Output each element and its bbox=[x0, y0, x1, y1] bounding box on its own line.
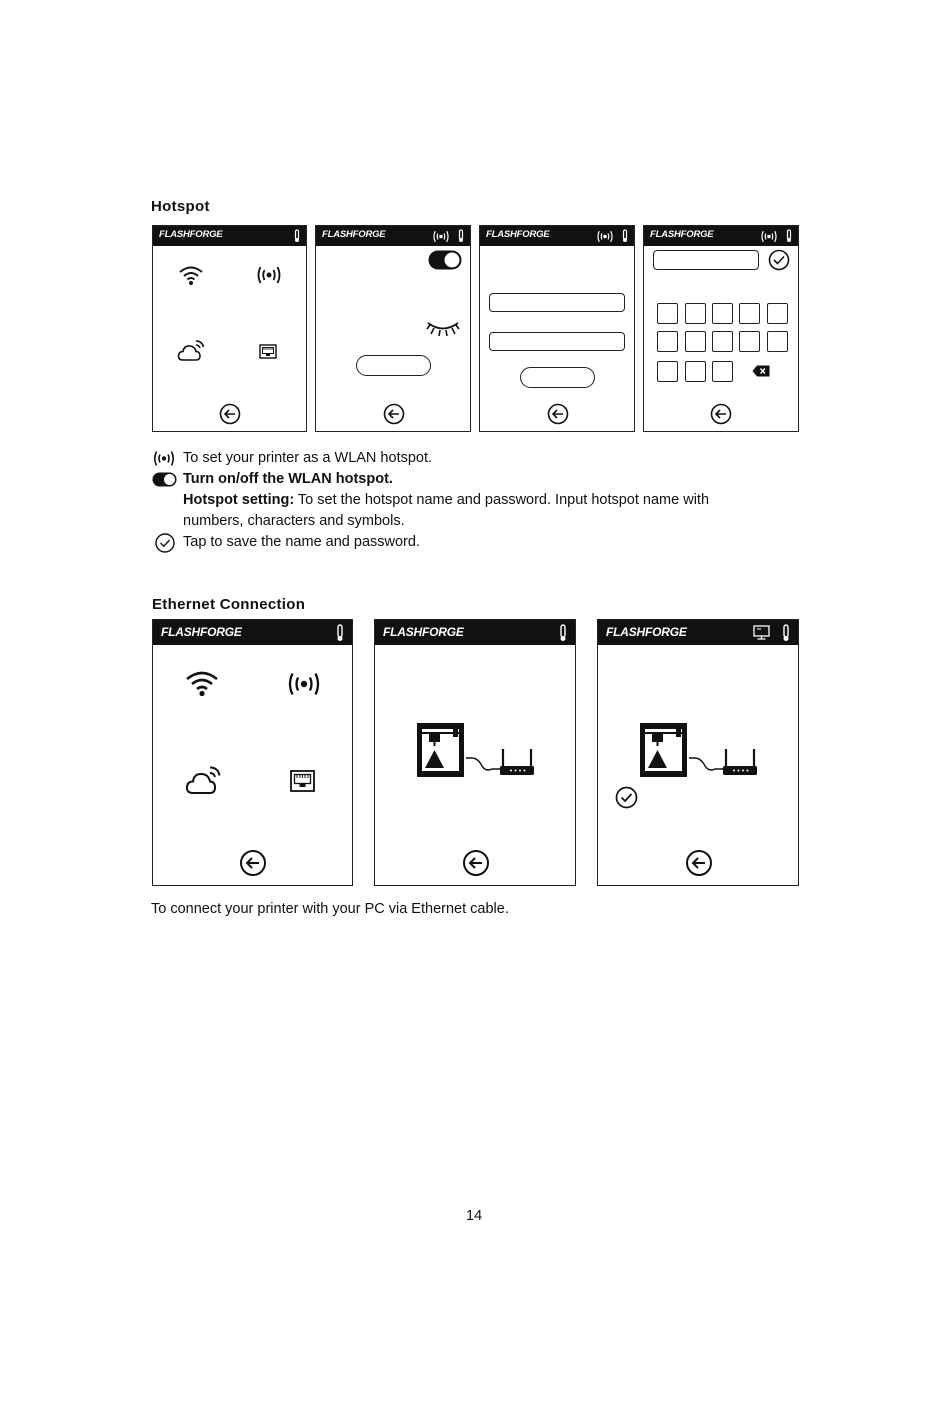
flashforge-logo: FLASHFORGE bbox=[650, 229, 714, 240]
hotspot-password-field[interactable] bbox=[489, 332, 625, 351]
back-arrow-icon[interactable] bbox=[462, 849, 490, 877]
status-bar bbox=[316, 226, 470, 246]
eye-closed-icon[interactable] bbox=[426, 319, 460, 337]
keyboard-key[interactable] bbox=[712, 331, 733, 352]
thermometer-icon bbox=[621, 229, 629, 243]
hotspot-screen-menu bbox=[152, 225, 307, 432]
hotspot-status-icon bbox=[596, 230, 614, 243]
status-bar bbox=[598, 620, 798, 645]
ethernet-icon[interactable] bbox=[259, 344, 277, 359]
printer-router-illustration bbox=[416, 722, 536, 778]
confirm-button[interactable] bbox=[520, 367, 595, 388]
hotspot-status-icon bbox=[432, 230, 450, 243]
keyboard-key[interactable] bbox=[712, 303, 733, 324]
back-arrow-icon[interactable] bbox=[383, 403, 405, 425]
thermometer-icon bbox=[457, 229, 465, 243]
back-arrow-icon[interactable] bbox=[547, 403, 569, 425]
keyboard-key[interactable] bbox=[739, 331, 760, 352]
keyboard-key[interactable] bbox=[767, 303, 788, 324]
toggle-description: Turn on/off the WLAN hotspot. bbox=[183, 471, 393, 487]
backspace-icon[interactable] bbox=[752, 365, 770, 377]
keyboard-input-field[interactable] bbox=[653, 250, 759, 270]
hotspot-setting-label: Hotspot setting: bbox=[183, 492, 295, 508]
status-bar bbox=[375, 620, 575, 645]
ethernet-screen-menu bbox=[152, 619, 353, 886]
hotspot-setting-button[interactable] bbox=[356, 355, 431, 376]
hotspot-description: To set your printer as a WLAN hotspot. bbox=[183, 450, 433, 466]
hotspot-setting-text-2: numbers, characters and symbols. bbox=[183, 513, 405, 529]
printer-router-illustration bbox=[639, 722, 759, 778]
thermometer-icon bbox=[335, 624, 345, 642]
back-arrow-icon[interactable] bbox=[239, 849, 267, 877]
toggle-switch[interactable] bbox=[428, 250, 462, 270]
hotspot-name-field[interactable] bbox=[489, 293, 625, 312]
check-circle-icon bbox=[155, 533, 175, 553]
page-number: 14 bbox=[466, 1208, 483, 1224]
status-bar bbox=[480, 226, 634, 246]
status-bar bbox=[153, 620, 352, 645]
flashforge-logo: FLASHFORGE bbox=[383, 625, 464, 639]
back-arrow-icon[interactable] bbox=[219, 403, 241, 425]
hotspot-icon[interactable] bbox=[256, 265, 282, 285]
keyboard-key[interactable] bbox=[712, 361, 733, 382]
hotspot-setting-text: To set the hotspot name and password. Input hotspot name with bbox=[294, 492, 710, 508]
hotspot-setting-description bbox=[183, 490, 803, 511]
monitor-status-icon bbox=[753, 625, 770, 640]
connected-check-icon bbox=[615, 786, 638, 809]
save-check-icon[interactable] bbox=[768, 249, 790, 271]
thermometer-icon bbox=[785, 229, 793, 243]
flashforge-logo: FLASHFORGE bbox=[486, 229, 550, 240]
hotspot-icon bbox=[152, 450, 176, 467]
ethernet-screen-connected bbox=[597, 619, 799, 886]
hotspot-icon[interactable] bbox=[287, 671, 321, 697]
back-arrow-icon[interactable] bbox=[685, 849, 713, 877]
hotspot-screen-keyboard bbox=[643, 225, 799, 432]
keyboard-key[interactable] bbox=[685, 303, 706, 324]
ethernet-heading: Ethernet Connection bbox=[152, 596, 306, 613]
keyboard-key[interactable] bbox=[739, 303, 760, 324]
hotspot-status-icon bbox=[760, 230, 778, 243]
ethernet-caption: To connect your printer with your PC via Ethernet cable. bbox=[151, 901, 509, 917]
save-description: Tap to save the name and password. bbox=[183, 534, 420, 550]
keyboard-key[interactable] bbox=[657, 331, 678, 352]
toggle-icon bbox=[152, 472, 177, 487]
hotspot-heading: Hotspot bbox=[151, 198, 210, 215]
flashforge-logo: FLASHFORGE bbox=[161, 625, 242, 639]
status-bar bbox=[153, 226, 306, 246]
thermometer-icon bbox=[558, 624, 568, 642]
wifi-icon[interactable] bbox=[185, 669, 219, 697]
thermometer-icon bbox=[293, 229, 301, 243]
back-arrow-icon[interactable] bbox=[710, 403, 732, 425]
keyboard-key[interactable] bbox=[685, 331, 706, 352]
flashforge-logo: FLASHFORGE bbox=[159, 229, 223, 240]
flashforge-logo: FLASHFORGE bbox=[322, 229, 386, 240]
thermometer-icon bbox=[781, 624, 791, 642]
hotspot-screen-fields bbox=[479, 225, 635, 432]
hotspot-screen-toggle bbox=[315, 225, 471, 432]
ethernet-icon[interactable] bbox=[290, 770, 315, 792]
cloud-icon[interactable] bbox=[177, 339, 205, 363]
wifi-icon[interactable] bbox=[178, 264, 204, 286]
status-bar bbox=[644, 226, 798, 246]
flashforge-logo: FLASHFORGE bbox=[606, 625, 687, 639]
keyboard-key[interactable] bbox=[767, 331, 788, 352]
ethernet-screen-connecting bbox=[374, 619, 576, 886]
keyboard-key[interactable] bbox=[657, 303, 678, 324]
keyboard-key[interactable] bbox=[685, 361, 706, 382]
keyboard-key[interactable] bbox=[657, 361, 678, 382]
cloud-icon[interactable] bbox=[185, 765, 221, 797]
